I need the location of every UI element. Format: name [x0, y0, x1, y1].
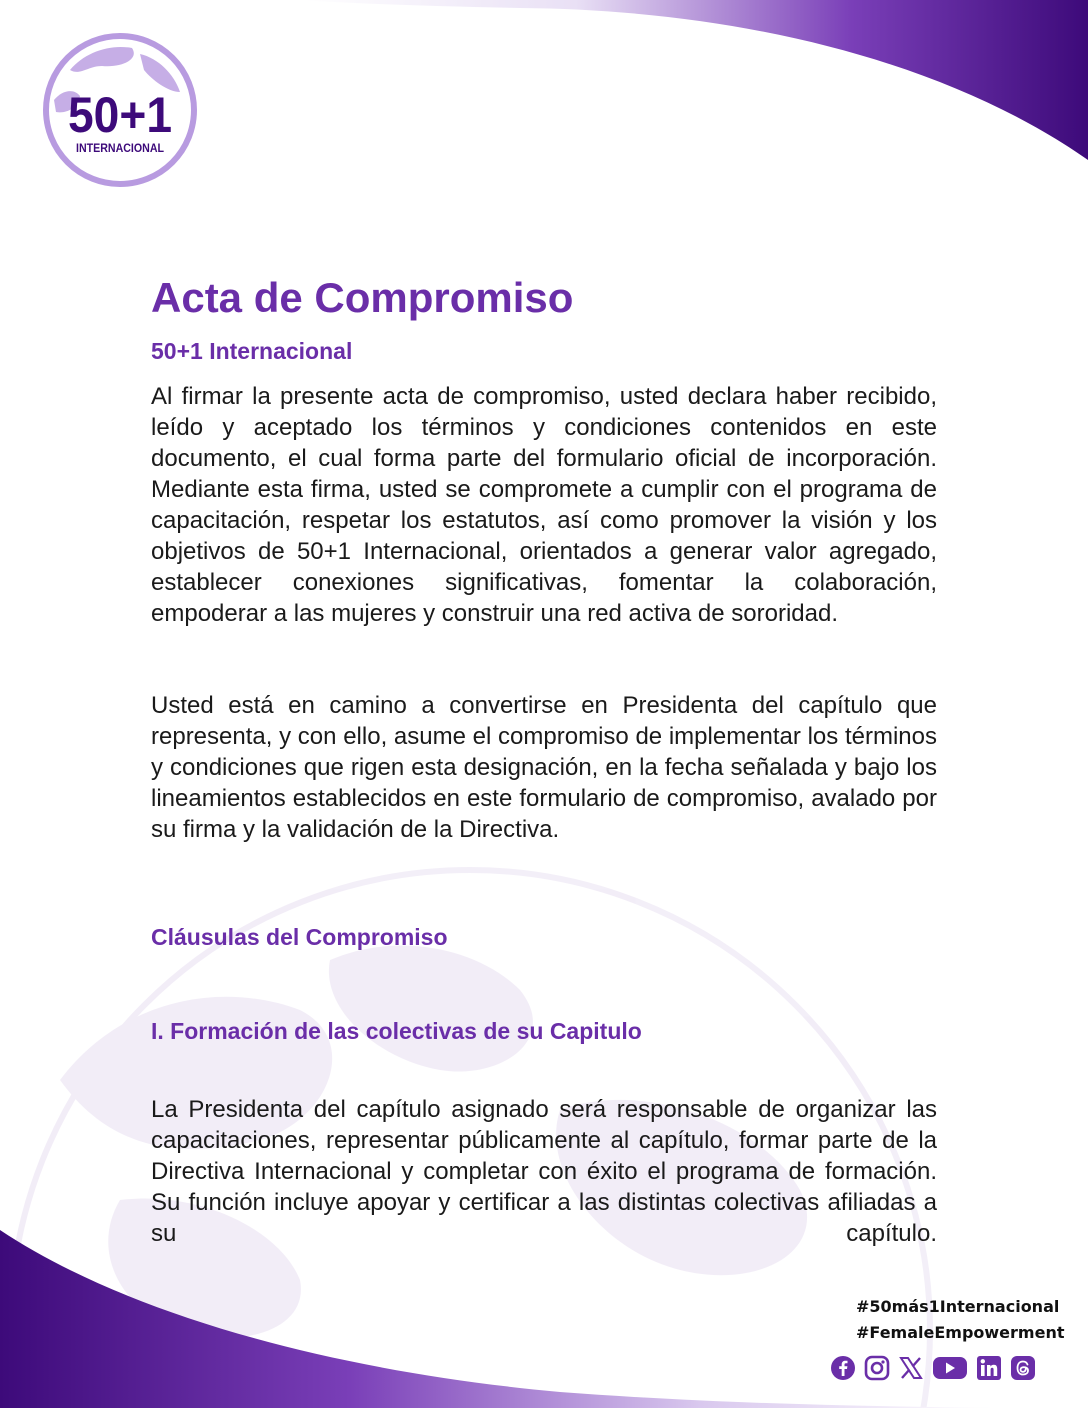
logo-sub-text: INTERNACIONAL — [76, 141, 164, 155]
youtube-icon[interactable] — [932, 1355, 968, 1381]
x-icon[interactable] — [898, 1355, 924, 1381]
hashtag: #FemaleEmpowerment — [856, 1323, 1065, 1342]
clause-heading: I. Formación de las colectivas de su Capitulo — [151, 1018, 642, 1044]
instagram-icon[interactable] — [864, 1355, 890, 1381]
logo-main-text: 50+1 — [68, 87, 172, 143]
presidenta-paragraph: Usted está en camino a convertirse en Presidenta del capítulo que representa, y con ello, asume el compromiso de implementar los términos y condiciones que rigen esta designación, en la fecha señalada y bajo los lineamientos establecidos en este formulario de compromiso, avalado por su firma y la validación de la Directiva. — [151, 692, 937, 843]
logo — [40, 30, 200, 190]
hashtag: #50más1Internacional — [856, 1297, 1060, 1316]
threads-icon[interactable] — [1010, 1355, 1036, 1381]
page-title: Acta de Compromiso — [151, 274, 574, 321]
hashtags — [856, 1294, 1064, 1346]
section-heading: Cláusulas del Compromiso — [151, 924, 448, 950]
intro-paragraph: Al firmar la presente acta de compromiso, usted declara haber recibido, leído y aceptado los términos y condiciones contenidos en este documento, el cual forma parte del formulario oficial de incorporación. Mediante esta firma, usted se compromete a cumplir con el programa de capacitación, respetar los estatutos, así como promover la visión y los objetivos de 50+1 Internacional, orientados a generar valor agregado, establecer conexiones significativas, fomentar la colaboración, empoderar a las mujeres y construir una red activa de sororidad. — [151, 383, 937, 627]
social-icons — [830, 1355, 1036, 1381]
clause-paragraph: La Presidenta del capítulo asignado será responsable de organizar las capacitaciones, representar públicamente al capítulo, formar parte de la Directiva Internacional y completar con éxito el programa de formación. Su función incluye apoyar y certificar a las distintas colectivas afiliadas a su capítulo. — [151, 1096, 937, 1247]
linkedin-icon[interactable] — [976, 1355, 1002, 1381]
page-subtitle: 50+1 Internacional — [151, 338, 353, 364]
facebook-icon[interactable] — [830, 1355, 856, 1381]
